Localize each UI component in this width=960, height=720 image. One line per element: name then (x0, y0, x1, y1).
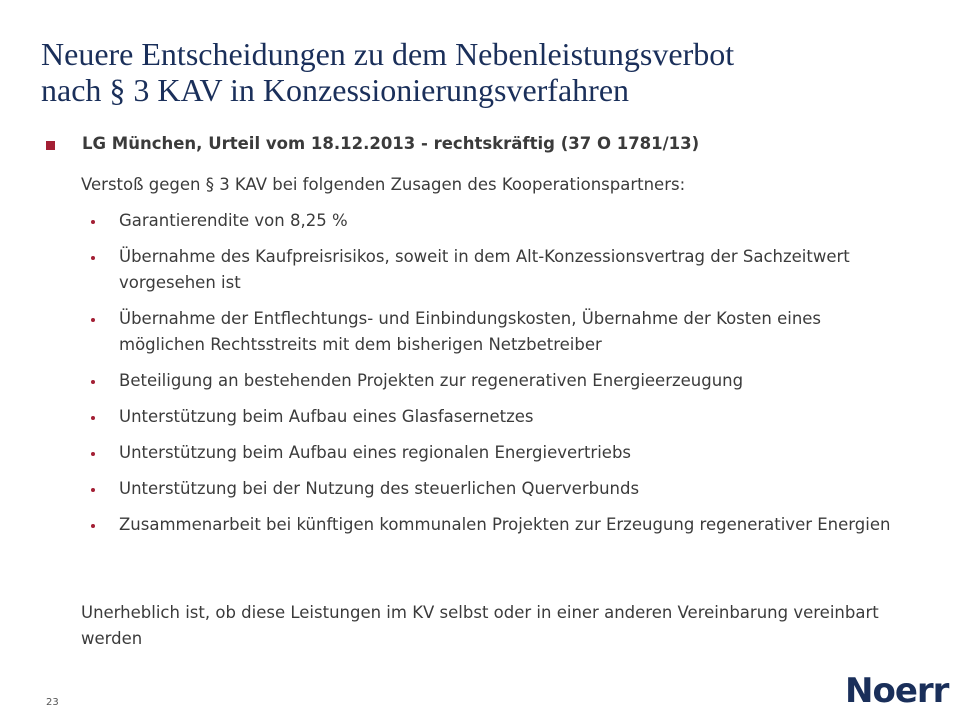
dot-bullet-icon (91, 318, 95, 322)
slide-title-line-2: nach § 3 KAV in Konzessionierungsverfahren (41, 72, 630, 108)
list-item-text: Unterstützung bei der Nutzung des steuerlichen Querverbunds (119, 479, 640, 498)
list-item-text: Unterstützung beim Aufbau eines regionalen Energievertriebs (119, 443, 632, 462)
dot-bullet-icon (91, 380, 95, 384)
intro-text: Verstoß gegen § 3 KAV bei folgenden Zusagen des Kooperationspartners: (81, 175, 686, 194)
list-item (91, 440, 891, 466)
dot-bullet-icon (91, 488, 95, 492)
outro-text: Unerheblich ist, ob diese Leistungen im KV selbst oder in einer anderen Vereinbarung vereinbart werden (81, 603, 879, 648)
dot-bullet-icon (91, 220, 95, 224)
list-item (91, 208, 891, 234)
list-item (91, 244, 891, 296)
list-item-text: Garantierendite von 8,25 % (119, 211, 348, 230)
dot-bullet-icon (91, 524, 95, 528)
list-item (91, 306, 891, 358)
list-item-text: Übernahme des Kaufpreisrisikos, soweit in dem Alt-Konzessionsvertrag der Sachzeitwert vorgesehen ist (119, 247, 850, 292)
list-item-text: Zusammenarbeit bei künftigen kommunalen Projekten zur Erzeugung regenerativer Energien (119, 515, 891, 534)
list-item (91, 512, 891, 538)
list-item (91, 476, 891, 502)
page-number: 23 (46, 697, 59, 708)
dot-bullet-icon (91, 256, 95, 260)
list-item-text: Unterstützung beim Aufbau eines Glasfasernetzes (119, 407, 534, 426)
list-item (91, 368, 891, 394)
dot-bullet-icon (91, 416, 95, 420)
list-item-text: Beteiligung an bestehenden Projekten zur regenerativen Energieerzeugung (119, 371, 744, 390)
list-item-text: Übernahme der Entflechtungs- und Einbindungskosten, Übernahme der Kosten eines möglichen Rechtsstreits mit dem bisherigen Netzbetreiber (119, 309, 822, 354)
list-item (91, 404, 891, 430)
square-bullet-icon (46, 141, 55, 150)
sub-bullet-list (91, 208, 891, 548)
main-bullet-text: LG München, Urteil vom 18.12.2013 - rechtskräftig (37 O 1781/13) (82, 134, 700, 153)
slide-title-line-1: Neuere Entscheidungen zu dem Nebenleistungsverbot (41, 36, 735, 72)
noerr-logo: Noerr (845, 671, 949, 711)
slide-title (41, 36, 921, 108)
dot-bullet-icon (91, 452, 95, 456)
